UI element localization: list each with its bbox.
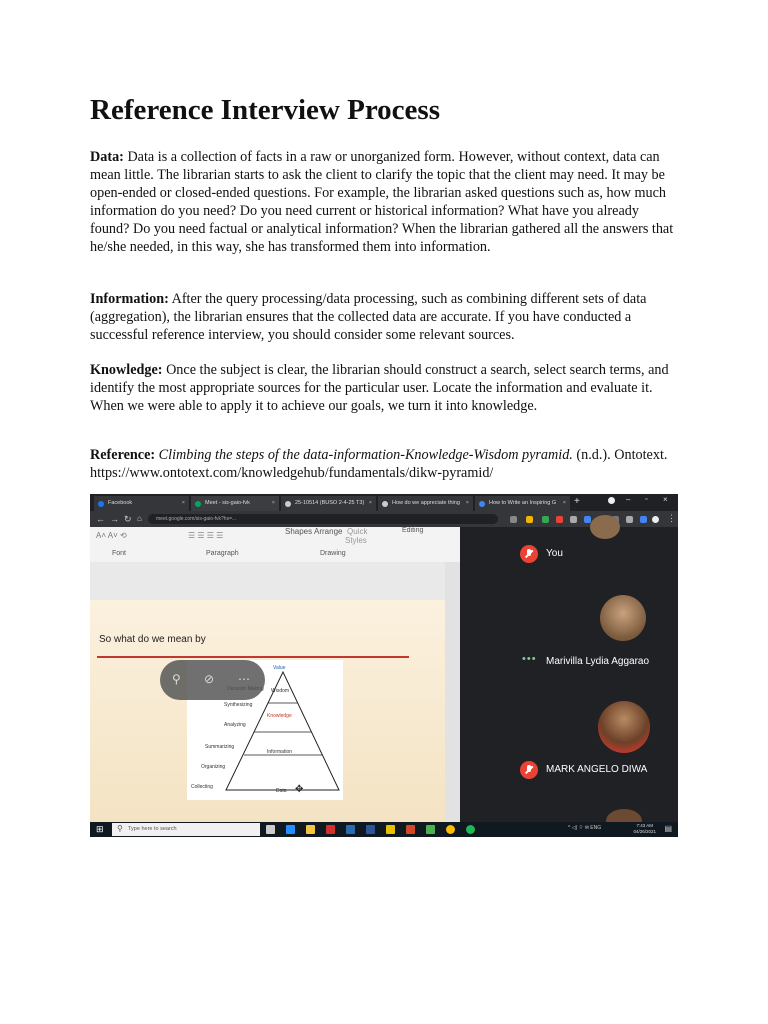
knowledge-label: Knowledge: xyxy=(90,362,163,378)
new-tab-icon[interactable]: + xyxy=(574,496,580,507)
spotify-icon[interactable] xyxy=(466,825,475,834)
browser-tab[interactable]: Facebook × xyxy=(94,496,189,511)
slide-title: So what do we mean by xyxy=(99,634,206,645)
participant-name: You xyxy=(546,548,563,559)
reference-rest: (n.d.). Ontotext. https://www.ontotext.com/knowledgehub/fundamentals/dikw-pyramid/ xyxy=(90,447,668,481)
muted-mic-icon xyxy=(520,761,538,779)
window-close-icon[interactable]: × xyxy=(663,495,668,504)
taskbar-clock[interactable] xyxy=(633,823,656,835)
address-bar[interactable]: meet.google.com/sis-gaio-fvk?hs=... xyxy=(148,514,498,524)
back-icon[interactable]: ← xyxy=(96,514,105,524)
powerpoint-icon[interactable] xyxy=(406,825,415,834)
information-text: After the query processing/data processing, such as combining different sets of data (aggregation), the librarian ensures that the collected data are accurate. If you have conducted a successful reference interview, you should consider some relevant sources. xyxy=(90,291,647,343)
profile-icon[interactable] xyxy=(608,497,615,504)
participant-name: MARK ANGELO DIWA xyxy=(546,764,648,775)
pyramid-process-label: Summarizing xyxy=(205,744,235,750)
font-size-icon[interactable]: A˄ A˅ ⟲ xyxy=(96,531,127,540)
extension-icon[interactable] xyxy=(626,516,633,523)
reference-paragraph xyxy=(90,446,680,482)
home-icon[interactable]: ⌂ xyxy=(137,514,142,523)
extension-icon[interactable] xyxy=(556,516,563,523)
notification-icon[interactable]: ▤ xyxy=(664,824,672,833)
word-icon[interactable] xyxy=(366,825,375,834)
slide-canvas xyxy=(90,600,445,822)
app-icon[interactable] xyxy=(386,825,395,834)
forward-icon[interactable]: → xyxy=(110,514,119,524)
page-icon xyxy=(285,501,291,507)
maximize-icon[interactable]: ▫ xyxy=(645,496,648,503)
extension-icon[interactable] xyxy=(640,516,647,523)
knowledge-text: Once the subject is clear, the librarian should construct a search, select search terms, and identify the most appropriate sources for the particular user. Locate the information and evaluate it. When we were able to apply it to achieve our goals, we turn it into knowledge. xyxy=(90,362,669,414)
divider xyxy=(97,656,409,658)
editing-button[interactable]: Editing xyxy=(402,527,424,534)
extension-icon[interactable] xyxy=(542,516,549,523)
avatar xyxy=(598,701,650,753)
paragraph-group-label: Paragraph xyxy=(206,550,239,557)
browser-tab[interactable]: How to Write an Inspiring G × xyxy=(475,496,570,511)
pin-icon[interactable]: ⚲ xyxy=(172,672,181,686)
reference-title: Climbing the steps of the data-information-Knowledge-Wisdom pyramid. xyxy=(158,447,573,463)
muted-mic-icon xyxy=(520,545,538,563)
font-group-label: Font xyxy=(112,550,127,557)
page-title: Reference Interview Process xyxy=(90,94,440,126)
file-explorer-icon[interactable] xyxy=(306,825,315,834)
page-icon xyxy=(382,501,388,507)
star-icon[interactable] xyxy=(526,516,533,523)
data-label: Data: xyxy=(90,149,124,165)
quick-styles-button-line2[interactable]: Styles xyxy=(345,536,367,545)
date: 04/26/2021 xyxy=(633,829,656,834)
menu-icon[interactable]: ⋮ xyxy=(667,513,676,523)
participant-name: Marivilla Lydia Aggarao xyxy=(546,656,650,667)
drawing-group-label: Drawing xyxy=(320,550,346,557)
pyramid-level-label: Information xyxy=(267,749,293,755)
avatar[interactable] xyxy=(652,516,659,523)
search-icon: ⚲ xyxy=(117,824,123,833)
participants-panel xyxy=(460,527,678,822)
app-icon[interactable] xyxy=(346,825,355,834)
more-options-icon[interactable]: ⋯ xyxy=(238,672,250,686)
reference-label: Reference: xyxy=(90,447,156,463)
pyramid-process-label: Collecting xyxy=(191,784,213,790)
information-paragraph xyxy=(90,290,680,344)
reload-icon[interactable]: ↻ xyxy=(124,514,132,524)
taskbar-search[interactable]: Type here to search xyxy=(112,823,260,836)
data-text: Data is a collection of facts in a raw or unorganized form. However, without context, data can mean little. The librarian starts to ask the client to clarify the topic that the client may need. It may be open-ended or closed-ended questions. For example, the librarian asked questions such as, how much information do you need? Do you need current or historical information? What have you already found? Do you need factual or analytical information? When the librarian gathered all the answers that he/she needed, in this way, she has transformed them into information. xyxy=(90,149,674,255)
pyramid-level-label: Wisdom xyxy=(271,688,290,694)
facebook-icon xyxy=(98,501,104,507)
scrollbar[interactable] xyxy=(445,562,460,822)
extension-icon[interactable] xyxy=(510,516,517,523)
close-icon[interactable]: × xyxy=(562,500,566,506)
close-icon[interactable]: × xyxy=(465,500,469,506)
arrange-button[interactable]: Arrange xyxy=(314,527,343,536)
pyramid-level-label: Data xyxy=(276,788,287,794)
time: 7:43 AM xyxy=(636,823,653,828)
quick-styles-button[interactable]: Quick xyxy=(347,527,368,536)
windows-taskbar xyxy=(90,822,678,837)
app-icon[interactable] xyxy=(426,825,435,834)
system-tray-icon[interactable]: ^ ◁) ⌔ ✉ ENG xyxy=(568,825,602,831)
shapes-button[interactable]: Shapes xyxy=(285,527,313,536)
speaking-indicator-icon: ••• xyxy=(522,653,537,665)
avatar xyxy=(600,595,646,641)
app-icon[interactable] xyxy=(326,825,335,834)
information-label: Information: xyxy=(90,291,169,307)
browser-tab[interactable]: How do we appreciate thing × xyxy=(378,496,473,511)
close-icon[interactable]: × xyxy=(368,500,372,506)
windows-start-icon[interactable]: ⊞ xyxy=(96,824,104,834)
browser-tab[interactable]: 25-10514 (BUSO 2-4-25 T3) × xyxy=(281,496,376,511)
meet-caption-controls xyxy=(160,660,265,700)
align-icon[interactable]: ☰ ☰ ☰ ☰ xyxy=(188,531,224,540)
meeting-screenshot xyxy=(90,494,678,837)
pyramid-level-label: Knowledge xyxy=(267,713,292,719)
close-icon[interactable]: × xyxy=(271,500,275,506)
minimize-icon[interactable]: – xyxy=(626,495,631,504)
task-view-icon[interactable] xyxy=(266,825,275,834)
knowledge-paragraph xyxy=(90,361,680,415)
browser-tab[interactable]: Meet - sis-gaio-fvk × xyxy=(191,496,279,511)
pyramid-process-label: Synthesizing xyxy=(224,702,253,708)
mute-icon[interactable]: ⊘ xyxy=(204,672,215,686)
avatar xyxy=(590,515,620,539)
pyramid-process-label: Analyzing xyxy=(224,722,246,728)
ribbon-toolbar xyxy=(90,527,460,562)
chrome-icon[interactable] xyxy=(446,825,455,834)
pyramid-process-label: Organizing xyxy=(201,764,226,770)
extension-icon[interactable] xyxy=(570,516,577,523)
pyramid-top-label: Value xyxy=(273,665,286,671)
close-icon[interactable]: × xyxy=(181,500,185,506)
page-icon xyxy=(479,501,485,507)
browser-tab-bar xyxy=(90,494,678,511)
move-cursor-icon: ✥ xyxy=(295,784,304,795)
meet-icon xyxy=(195,501,201,507)
edge-icon[interactable] xyxy=(286,825,295,834)
data-paragraph xyxy=(90,148,680,256)
